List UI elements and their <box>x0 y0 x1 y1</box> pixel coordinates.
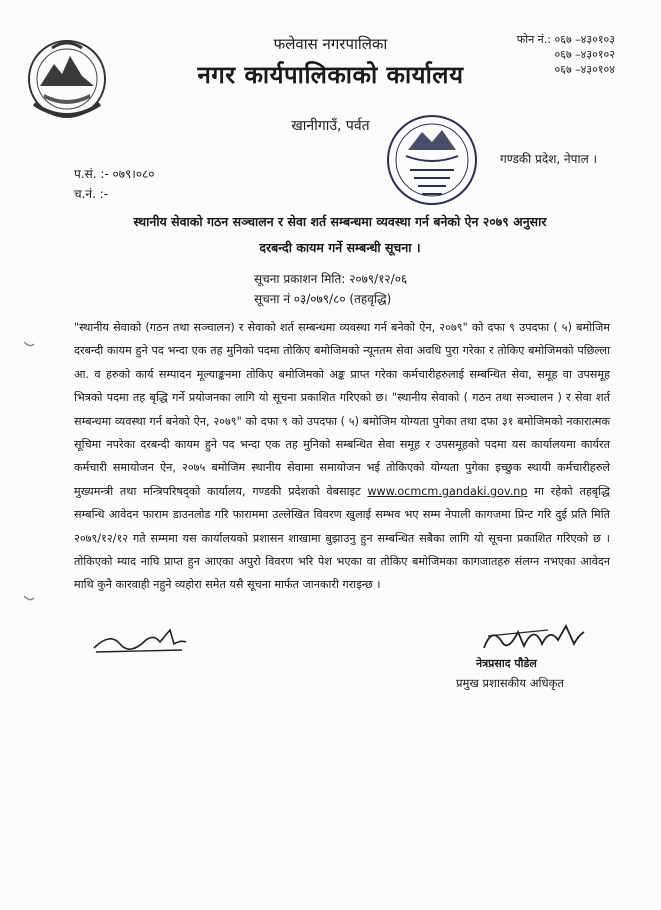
body-text-part: मा रहेको तहबृद्धि सम्बन्धि आवेदन फाराम डाउनलोड गरि फाराममा उल्लेखित विवरण खुलाई सम्भव भए सम्म नेपाली कागजमा प्रिन्ट गरि दुई प्रति मिति २०७९/१२/१२ गते सम्ममा यस कार्यालयको प्रशासन शाखामा बुझाउनु हुन सम्बन्धित सबैका लागि यो सूचना प्रकाशित गरिएको छ । तोकिएको म्याद नाघि प्राप्त हुन आएका अपुरो विवरण भरि पेश भएका वा तोकिए बमोजिमका कागजातहरु संलग्न नभएका आवेदन माथि कुनै कारवाही नहुने व्यहोरा समेत यसै सूचना मार्फत जानकारी गराइन्छ । <box>74 484 610 592</box>
signatory-name: नेत्रप्रसाद पौडेल <box>476 657 537 670</box>
phone-line <box>505 62 615 77</box>
website-link[interactable]: www.ocmcm.gandaki.gov.np <box>367 484 528 498</box>
municipality-name: फलेवास नगरपालिका <box>273 35 388 53</box>
margin-mark-icon <box>22 592 36 606</box>
body-text-part: "स्थानीय सेवाको (गठन तथा सञ्चालन) र सेवाको शर्त सम्बन्धमा व्यवस्था गर्न बनेको ऐन, २०७९" को दफा ९ उपदफा ( ५) बमोजिम दरबन्दी कायम हुने पद भन्दा एक तह मुनिको पदमा तोकिए बमोजिमको न्यूनतम सेवा अवधि पुरा गरेका र तोकिए बमोजिमको पछिल्ला आ. व हरुको कार्य सम्पादन मूल्याङ्कनमा तोकिए बमोजिमको अङ्क प्राप्त गरेका कर्मचारीहरुलाई सम्बन्धित सेवा, समूह वा उपसमूह भित्रको पदमा तह बृद्धि गर्ने प्रयोजनका लागि यो सूचना प्रकाशित गरिएको छ। "स्थानीय सेवाको ( गठन तथा सञ्चालन ) र सेवा शर्त सम्बन्धमा व्यवस्था गर्न बनेको ऐन, २०७९" को दफा ९ को उपदफा ( ५) बमोजिम योग्यता पुगेका तथा दफा ३१ बमोजिमको नकारात्मक सूचिमा नपरेका दरबन्दी कायम हुने पद भन्दा एक तह मुनिको सम्बन्धित सेवा समूह र उपसमूहको पदमा यस कार्यालयमा कार्यरत कर्मचारी समायोजन ऐन, २०७५ बमोजिम स्थानीय सेवामा समायोजन भई तोकिएको योग्यता पुगेका इच्छुक स्थायी कर्मचारीहरुले मुख्यमन्त्री तथा मन्त्रिपरिषद्को कार्यालय, गण्डकी प्रदेशको वेबसाइट <box>74 321 610 498</box>
phone-number: ०६७ –४३०१०४ <box>554 63 615 76</box>
office-stamp-icon <box>382 110 482 210</box>
signatory-title: प्रमुख प्रशासकीय अधिकृत <box>456 676 564 690</box>
phone-line <box>505 32 615 47</box>
subject-line: दरबन्दी कायम गर्ने सम्बन्धी सूचना । <box>259 240 421 255</box>
phone-number: ०६७ –४३०१०३ <box>554 33 615 46</box>
officer-signature-icon <box>478 618 588 658</box>
patra-sankhya: प.सं. :- ०७९।०८० <box>74 167 155 181</box>
office-address: खानीगाउँ, पर्वत <box>291 118 370 134</box>
province-address: गण्डकी प्रदेश, नेपाल । <box>500 152 598 166</box>
office-title: नगर कार्यपालिकाको कार्यालय <box>197 61 464 89</box>
notice-number: सूचना नं ०३/०७९/८० (तहवृद्धि) <box>254 292 392 306</box>
notice-subject <box>60 209 620 261</box>
initials-signature-icon <box>90 622 190 658</box>
phone-numbers <box>505 32 615 77</box>
phone-label: फोन नं.: <box>516 33 551 46</box>
notice-body <box>74 316 610 597</box>
chalani-number: च.नं. :- <box>74 187 109 201</box>
subject-line: स्थानीय सेवाको गठन सञ्चालन र सेवा शर्त सम्बन्धमा व्यवस्था गर्न बनेको ऐन २०७९ अनुसार <box>133 214 547 229</box>
margin-mark-icon <box>22 338 36 352</box>
phone-number: ०६७ –४३०१०२ <box>554 48 615 61</box>
phone-line <box>505 47 615 62</box>
publication-date: सूचना प्रकाशन मिति: २०७९/१२/०६ <box>254 272 408 286</box>
